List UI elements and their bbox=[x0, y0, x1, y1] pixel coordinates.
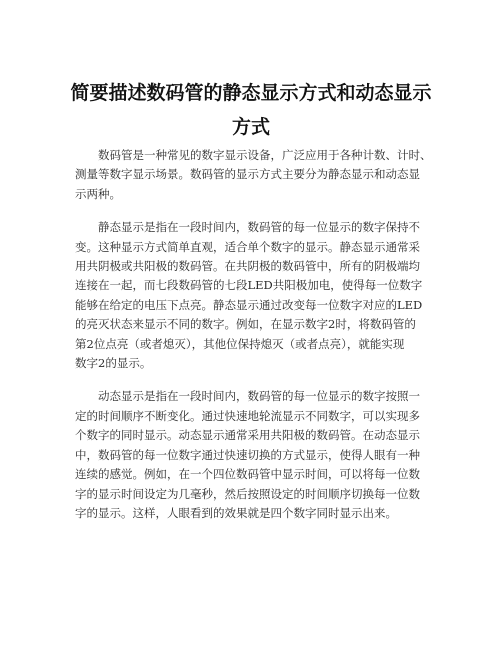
paragraph-intro bbox=[75, 146, 435, 204]
text-line: 静态显示是指在一段时间内，数码管的每一位显示的数字保持不 bbox=[98, 220, 420, 235]
text-line: 变。这种显示方式简单直观，适合单个数字的显示。静态显示通常采 bbox=[75, 239, 420, 254]
text-line: 连接在一起，而七段数码管的七段LED共阳极加电，使得每一位数字 bbox=[75, 278, 423, 293]
text-line: 数码管是一种常见的数字显示设备，广泛应用于各种计数、计时、 bbox=[98, 148, 432, 162]
text-line: 测量等数字显示场景。数码管的显示方式主要分为静态显示和动态显 bbox=[75, 167, 420, 182]
paragraph-dynamic-display bbox=[75, 387, 435, 523]
text-line: 个数字的同时显示。动态显示通常采用共阳极的数码管。在动态显示 bbox=[75, 428, 420, 443]
title-line: 简要描述数码管的静态显示方式和动态显示 bbox=[70, 82, 432, 104]
paragraph-static-display bbox=[75, 218, 435, 373]
document-body bbox=[75, 146, 435, 537]
text-line: 的亮灭状态来显示不同的数字。例如，在显示数字2时，将数码管的 bbox=[75, 317, 416, 332]
text-line: 字的显示。这样，人眼看到的效果就是四个数字同时显示出来。 bbox=[75, 505, 397, 520]
text-line: 示两种。 bbox=[75, 186, 121, 201]
title-line: 方式 bbox=[231, 116, 270, 138]
text-line: 能够在给定的电压下点亮。静态显示通过改变每一位数字对应的LED bbox=[75, 297, 423, 312]
text-line: 动态显示是指在一段时间内，数码管的每一位显示的数字按照一 bbox=[98, 389, 420, 404]
text-line: 数字2的显示。 bbox=[75, 356, 152, 371]
text-line: 用共阴极或共阳极的数码管。在共阴极的数码管中，所有的阴极端均 bbox=[75, 259, 420, 274]
text-line: 字的显示时间设定为几毫秒，然后按照设定的时间顺序切换每一位数 bbox=[75, 486, 420, 501]
text-line: 定的时间顺序不断变化。通过快速地轮流显示不同数字，可以实现多 bbox=[75, 408, 420, 423]
document-title bbox=[60, 76, 442, 144]
text-line: 连续的感觉。例如，在一个四位数码管中显示时间，可以将每一位数 bbox=[75, 467, 420, 482]
text-line: 第2位点亮（或者熄灭），其他位保持熄灭（或者点亮），就能实现 bbox=[75, 336, 405, 351]
text-line: 中，数码管的每一位数字通过快速切换的方式显示，使得人眼有一种 bbox=[75, 447, 420, 462]
